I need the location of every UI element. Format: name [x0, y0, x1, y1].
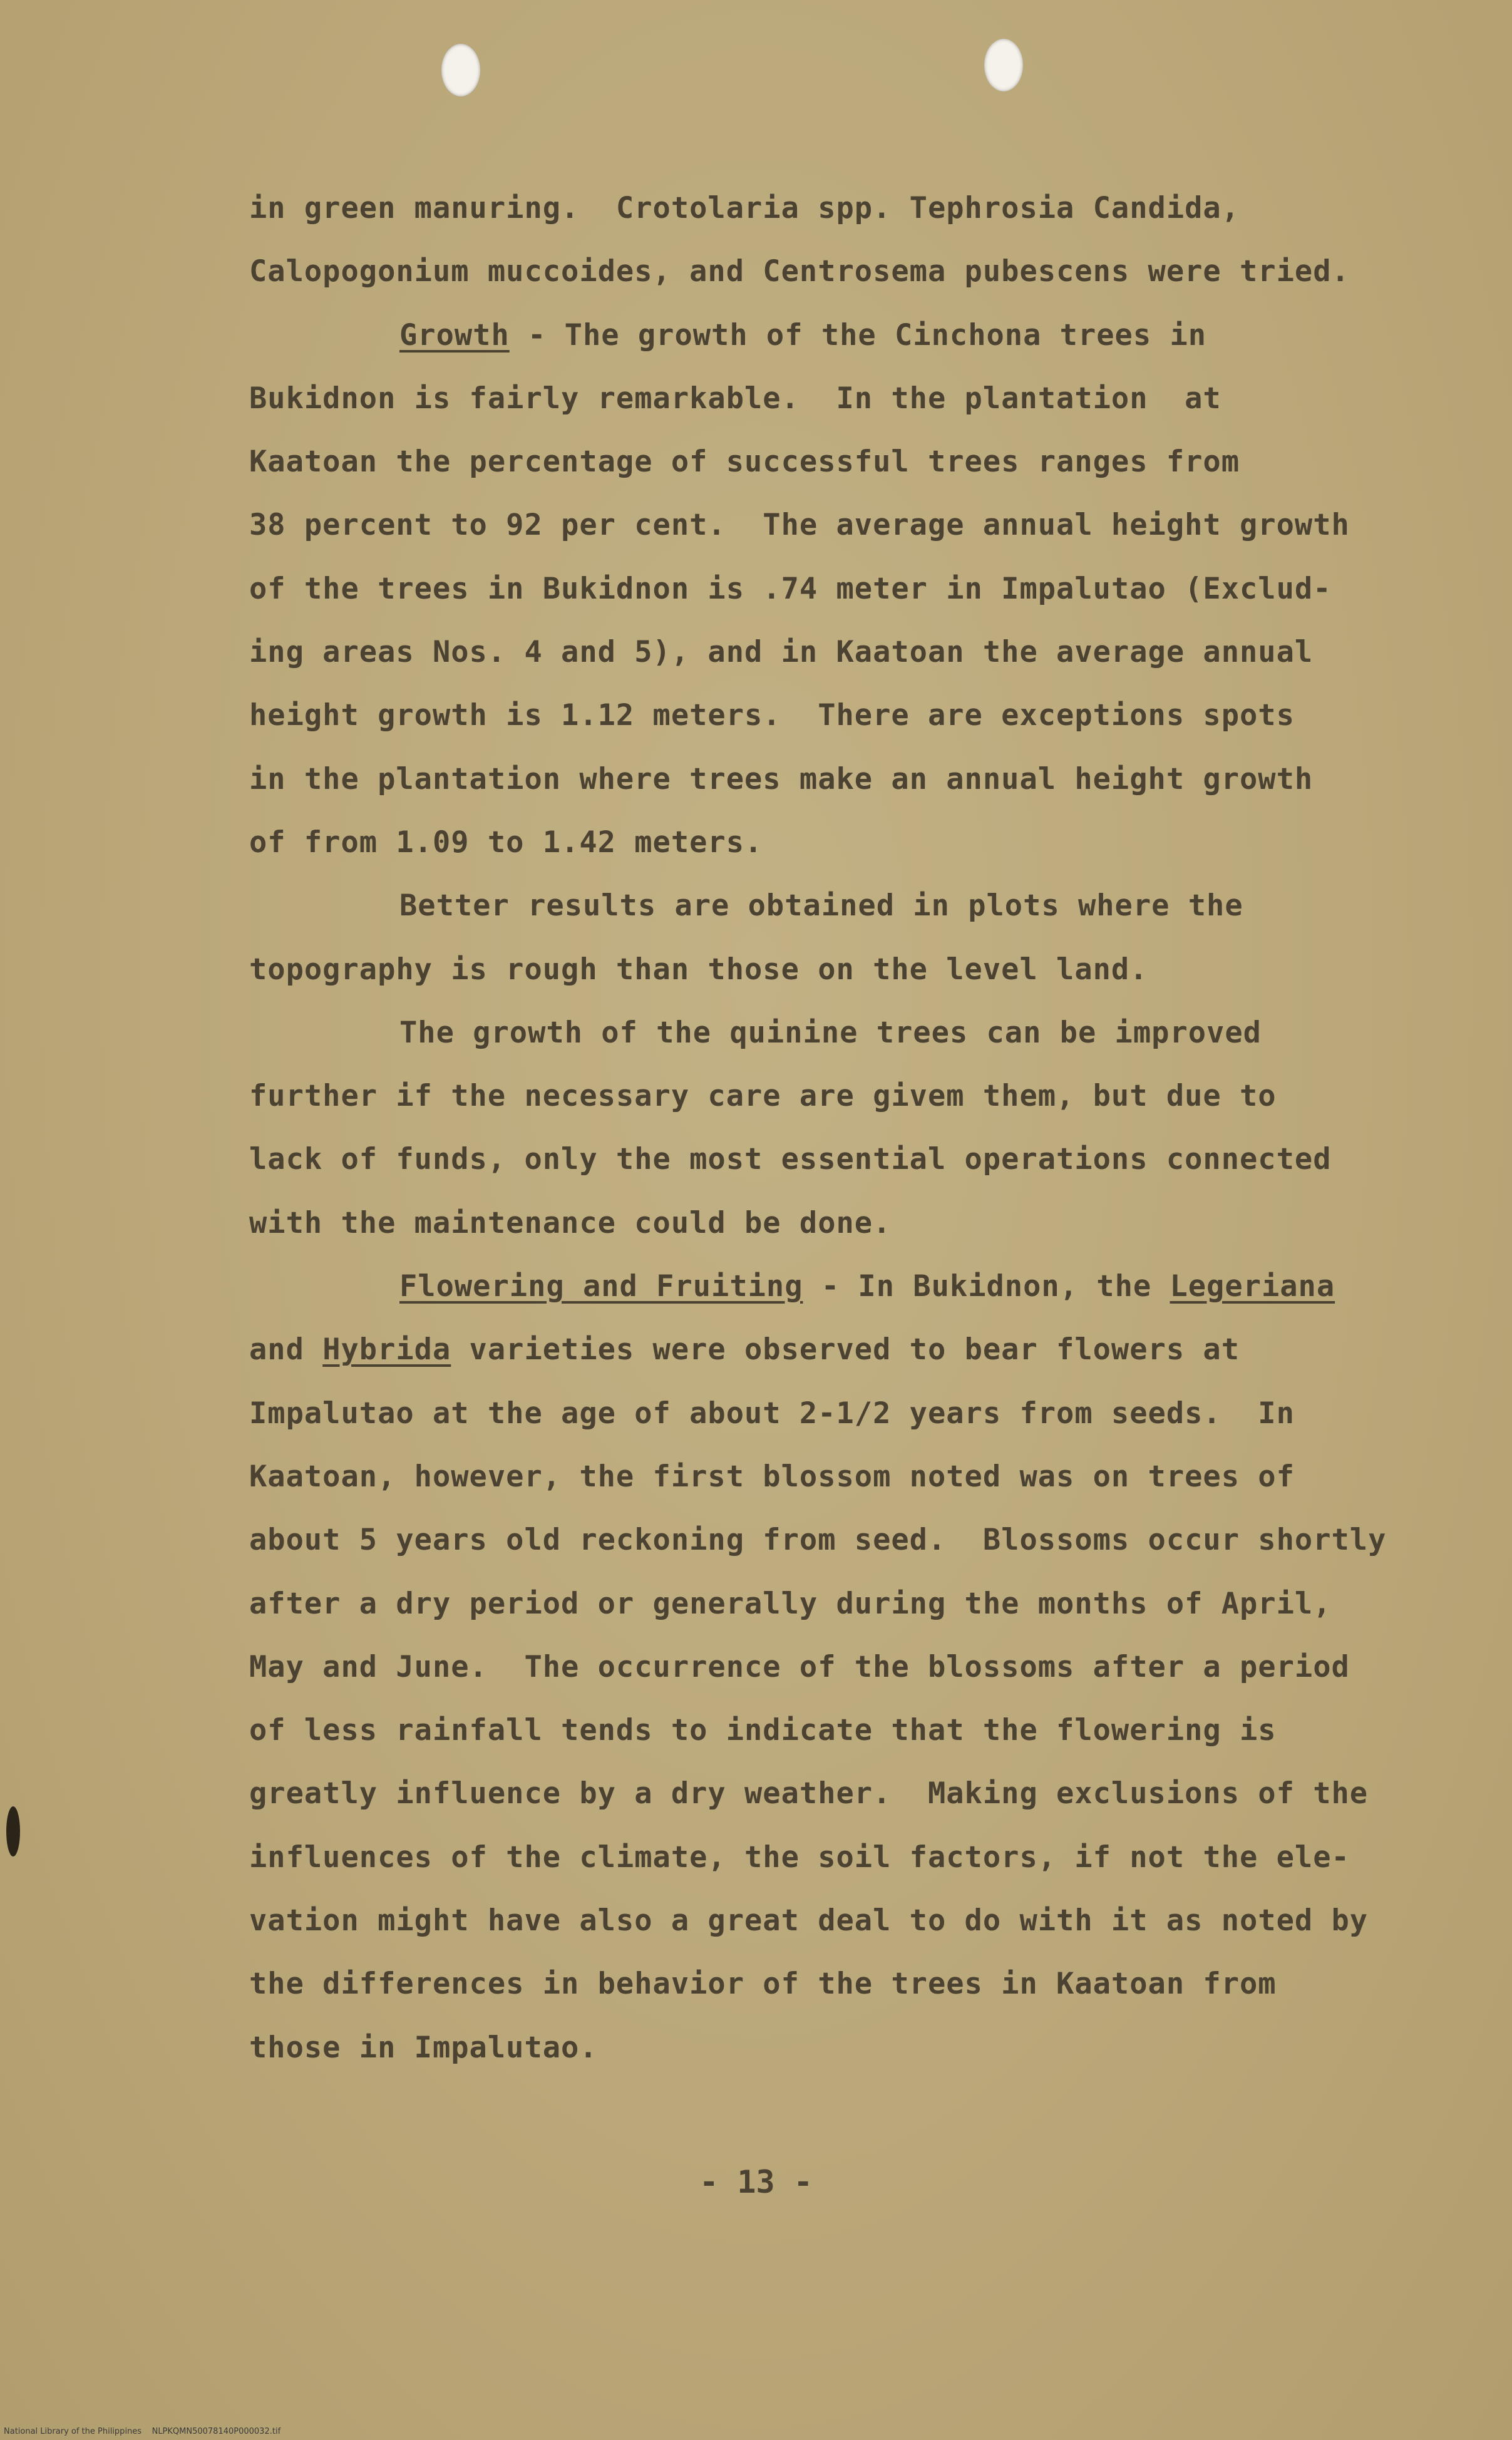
text-line: Impalutao at the age of about 2-1/2 years from seeds. In: [249, 1396, 1295, 1431]
text-line: after a dry period or generally during the months of April,: [249, 1586, 1332, 1621]
text-line: Kaatoan, however, the first blossom noted was on trees of: [249, 1459, 1295, 1494]
text-line: height growth is 1.12 meters. There are exceptions spots: [249, 698, 1295, 733]
text-line: those in Impalutao.: [249, 2030, 598, 2065]
body-text: [249, 177, 1426, 2079]
variety-hybrida: Hybrida: [322, 1332, 451, 1367]
text-line: Kaatoan the percentage of successful trees ranges from: [249, 445, 1240, 480]
flowering-heading: Flowering and Fruiting: [399, 1269, 803, 1304]
text-line: May and June. The occurrence of the blossoms after a period: [249, 1649, 1350, 1684]
growth-heading: Growth: [399, 317, 510, 353]
text-line: Better results are obtained in plots where the: [399, 888, 1243, 924]
text-line: lack of funds, only the most essential operations connected: [249, 1142, 1332, 1177]
text-line: topography is rough than those on the level land.: [249, 952, 1148, 987]
text-line: vation might have also a great deal to do with it as noted by: [249, 1903, 1369, 1938]
text-run: - The growth of the Cinchona trees in: [509, 317, 1207, 353]
text-line: The growth of the quinine trees can be improved: [399, 1015, 1262, 1050]
text-line: about 5 years old reckoning from seed. Blossoms occur shortly: [249, 1523, 1387, 1558]
text-line: in the plantation where trees make an annual height growth: [249, 761, 1314, 796]
text-line: further if the necessary care are givem them, but due to: [249, 1079, 1277, 1114]
variety-legeriana: Legeriana: [1170, 1269, 1335, 1304]
text-line: greatly influence by a dry weather. Making exclusions of the: [249, 1776, 1369, 1811]
punch-hole-right: [984, 39, 1023, 91]
binding-mark: [6, 1806, 20, 1856]
text-line: 38 percent to 92 per cent. The average annual height growth: [249, 508, 1350, 543]
archive-caption: National Library of the Philippines NLPKQMN50078140P000032.tif: [4, 2427, 281, 2436]
text-run: varieties were observed to bear flowers at: [451, 1332, 1240, 1367]
text-line: in green manuring. Crotolaria spp. Tephrosia Candida,: [249, 191, 1240, 225]
text-line: of from 1.09 to 1.42 meters.: [249, 825, 763, 860]
text-line: with the maintenance could be done.: [249, 1205, 892, 1240]
varieties-line: [249, 1318, 1426, 1381]
text-line: of less rainfall tends to indicate that the flowering is: [249, 1713, 1277, 1748]
text-line: of the trees in Bukidnon is .74 meter in Impalutao (Exclud-: [249, 571, 1332, 606]
text-run: and: [249, 1332, 323, 1367]
flowering-paragraph-line: [249, 1255, 1426, 1318]
text-line: influences of the climate, the soil factors, if not the ele-: [249, 1840, 1350, 1875]
growth-paragraph-line: [249, 304, 1426, 367]
text-line: Bukidnon is fairly remarkable. In the plantation at: [249, 381, 1221, 416]
text-line: ing areas Nos. 4 and 5), and in Kaatoan the average annual: [249, 635, 1314, 670]
punch-hole-left: [441, 44, 480, 96]
text-run: - In Bukidnon, the: [803, 1269, 1170, 1304]
text-line: Calopogonium muccoides, and Centrosema pubescens were tried.: [249, 254, 1350, 289]
page-number: - 13 -: [699, 2164, 813, 2200]
text-line: the differences in behavior of the trees in Kaatoan from: [249, 1967, 1277, 2002]
